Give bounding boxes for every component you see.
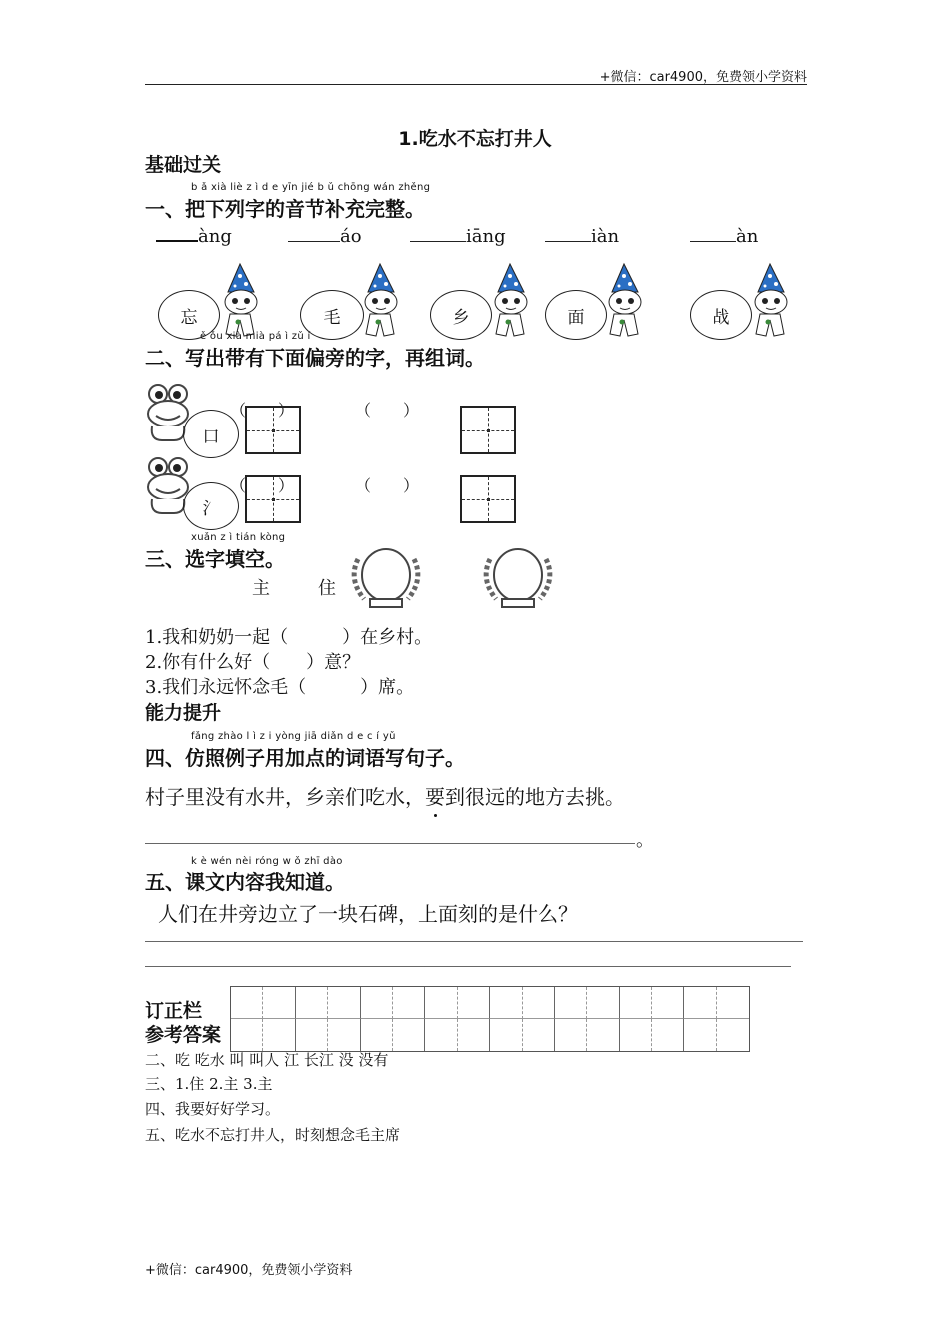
section-ability-label: 能力提升 <box>145 702 222 724</box>
q2-heading: 二、写出带有下面偏旁的字，再组词。 <box>145 346 485 370</box>
q1-char-circle: 毛 <box>300 290 364 340</box>
q1-blank-2: áo <box>288 226 362 247</box>
q2-paren: （ ） <box>355 401 420 420</box>
tian-grid-box[interactable] <box>245 475 301 523</box>
q2-paren: （ ） <box>230 476 295 495</box>
answer-line: 三、1.住 2.主 3.主 <box>145 1075 273 1093</box>
answer-line: 二、吃 吃水 叫 叫人 江 长江 没 没有 <box>145 1051 389 1069</box>
q5-pinyin: k è wén nèi róng w ǒ zhī dào <box>191 856 343 867</box>
page-title: 1.吃水不忘打井人 <box>398 128 552 150</box>
header-rule <box>145 84 807 85</box>
q2-pinyin: ě ǒu xià mià pá ì zǔ í <box>200 331 311 342</box>
q3-option: 主 <box>252 578 270 599</box>
q5-heading: 五、课文内容我知道。 <box>145 870 345 894</box>
q2-radical-circle: 口 <box>183 410 239 458</box>
answer-line: 五、吃水不忘打井人，时刻想念毛主席 <box>145 1126 401 1144</box>
q5-answer-line[interactable] <box>145 941 803 942</box>
page-header: +微信：car4900，免费领小学资料 <box>599 70 807 85</box>
q3-sentence: 2.你有什么好（ ）意？ <box>145 652 361 673</box>
q1-char-circle: 忘 <box>158 290 220 340</box>
q3-option: 住 <box>318 578 336 599</box>
q3-sentence: 1.我和奶奶一起（ ）在乡村。 <box>145 627 433 648</box>
q4-heading: 四、仿照例子用加点的词语写句子。 <box>145 746 465 770</box>
tian-grid-box[interactable] <box>460 406 516 454</box>
q1-blank-5: àn <box>690 226 758 247</box>
q3-pinyin: xuǎn z ì tián kòng <box>191 532 286 543</box>
cat-mascot-icon <box>210 262 270 342</box>
laurel-frame-icon <box>472 545 564 611</box>
page-footer: +微信：car4900，免费领小学资料 <box>145 1263 353 1278</box>
q4-end-mark: 。 <box>636 830 654 851</box>
q1-blank-4: iàn <box>545 226 619 247</box>
q1-pinyin: b ǎ xià liè z ì d e yīn jié b ǔ chōng wán zhěng <box>191 182 431 193</box>
q2-paren: （ ） <box>230 401 295 420</box>
section-basic-label: 基础过关 <box>145 154 222 176</box>
cat-mascot-icon <box>480 262 540 342</box>
q5-answer-line[interactable] <box>145 966 791 967</box>
q1-char-circle: 面 <box>545 290 607 340</box>
q1-char-circle: 乡 <box>430 290 492 340</box>
q4-answer-line[interactable] <box>145 843 635 844</box>
correction-grid[interactable] <box>230 986 750 1052</box>
q1-blank-3: iāng <box>410 226 506 247</box>
q5-question: 人们在井旁边立了一块石碑，上面刻的是什么？ <box>158 902 578 926</box>
q3-heading: 三、选字填空。 <box>145 547 285 571</box>
correction-label: 订正栏 <box>145 1000 203 1022</box>
answer-line: 四、我要好好学习。 <box>145 1100 281 1118</box>
q1-heading: 一、把下列字的音节补充完整。 <box>145 197 425 221</box>
q4-pinyin: fǎng zhào l ì z i yòng jiā diǎn d e c í yǔ <box>191 731 396 742</box>
q4-example-sentence: 村子里没有水井，乡亲们吃水，要 到很远的地方去挑。 <box>145 781 625 810</box>
q1-char-circle: 战 <box>690 290 752 340</box>
q3-sentence: 3.我们永远怀念毛（ ）席。 <box>145 677 415 698</box>
cat-mascot-icon <box>740 262 800 342</box>
q1-blank-1: àng <box>156 226 232 247</box>
q2-paren: （ ） <box>355 476 420 495</box>
answer-label: 参考答案 <box>145 1024 222 1046</box>
laurel-frame-icon <box>340 545 432 611</box>
tian-grid-box[interactable] <box>460 475 516 523</box>
tian-grid-box[interactable] <box>245 406 301 454</box>
q4-dotted-word: 要 <box>425 785 445 809</box>
q2-radical-circle: 氵 <box>183 482 239 530</box>
